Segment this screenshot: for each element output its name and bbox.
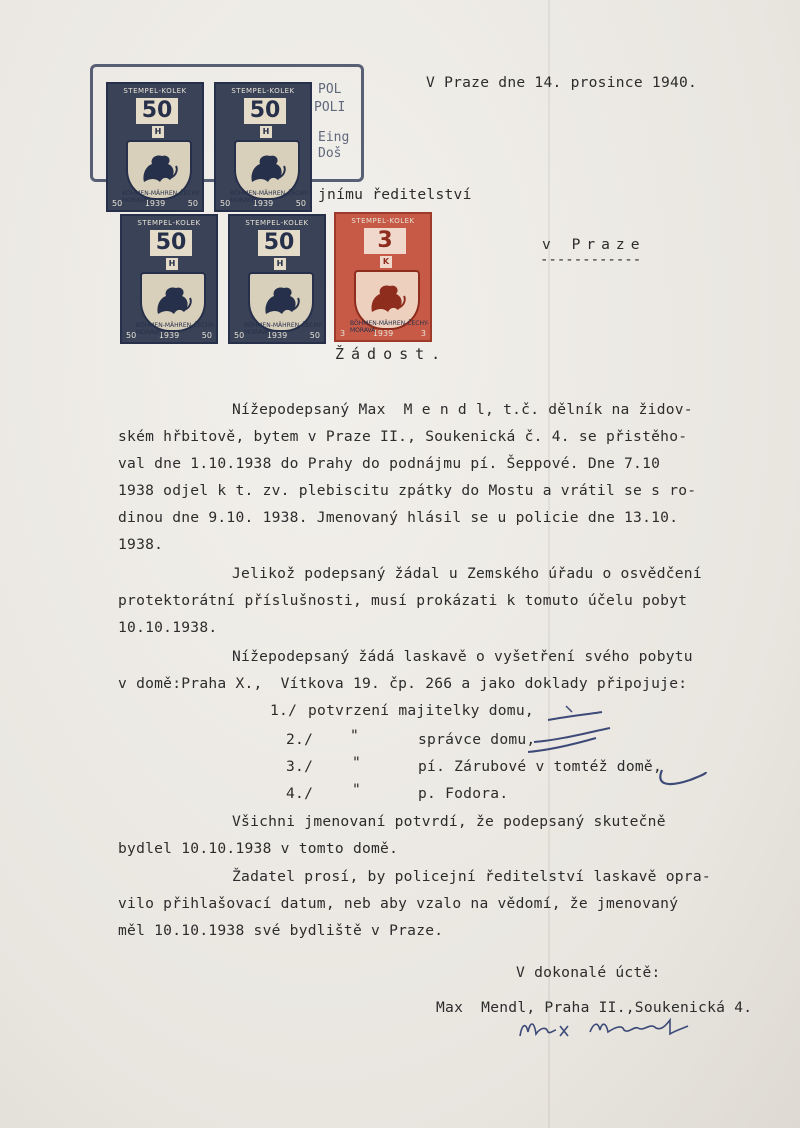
list-item-2-number: 2./ [286, 731, 314, 748]
list-item-3-number: 3./ [286, 758, 314, 775]
stamp-corner-value: 50 [126, 331, 137, 340]
stamp-header: STEMPEL-KOLEK [351, 217, 415, 225]
stamp-header: STEMPEL-KOLEK [137, 219, 201, 227]
body2-line-5: měl 10.10.1938 své bydliště v Praze. [118, 922, 444, 939]
stamp-value: 50 [244, 98, 286, 124]
list-item-1-text: potvrzení majitelky domu, [308, 702, 534, 719]
stamp-corner-value: 50 [187, 199, 198, 208]
stamp-unit: H [274, 258, 286, 270]
list-item-3-text: pí. Zárubové v tomtéž domě, [418, 758, 662, 775]
rubber-stamp-text-2: POLI [314, 100, 346, 115]
rubber-stamp-text-1: POL [318, 82, 342, 97]
stamp-corner-value: 3 [340, 329, 346, 338]
addressee-underline: ------------ [540, 252, 642, 268]
list-item-2-text: správce domu, [418, 731, 536, 748]
stamp-value: 3 [364, 228, 406, 254]
stamp-unit: H [152, 126, 164, 138]
body2-line-3: Žadatel prosí, by policejní ředitelství laskavě opra- [232, 868, 711, 885]
body2-line-2: bydlel 10.10.1938 v tomto domě. [118, 840, 399, 857]
stamp-unit: H [260, 126, 272, 138]
stamp-value: 50 [150, 230, 192, 256]
stamp-country-band: BÖHMEN-MÄHREN-ČECHY-MORAVA [244, 322, 324, 336]
list-item-3-ditto: " [352, 754, 362, 771]
list-item-4-ditto: " [352, 781, 362, 798]
body-line-4: 1938 odjel k t. zv. plebiscitu zpátky do Mostu a vrátil se s ro- [118, 482, 697, 499]
stamp-unit: K [380, 256, 392, 268]
stamp-corner-value: 3 [420, 329, 426, 338]
stamp-year: 1939 [158, 331, 180, 340]
body-line-6: 1938. [118, 536, 164, 553]
addressee-line-1: jnímu ředitelství [318, 186, 472, 203]
body-line-7: Jelikož podepsaný žádal u Zemského úřadu o osvědčení [232, 565, 702, 582]
stamp-header: STEMPEL-KOLEK [245, 219, 309, 227]
stamp-value: 50 [258, 230, 300, 256]
body2-line-1: Všichni jmenovaní potvrdí, že podepsaný skutečně [232, 813, 666, 830]
stamp-country-band: BÖHMEN-MÄHREN-ČECHY-MORAVA [122, 190, 202, 204]
body-line-1: Nížepodepsaný Max M e n d l, t.č. dělník na židov- [232, 401, 693, 418]
body-line-5: dinou dne 9.10. 1938. Jmenovaný hlásil se u policie dne 13.10. [118, 509, 679, 526]
list-item-1-number: 1./ [270, 702, 298, 719]
body-line-3: val dne 1.10.1938 do Prahy do podnájmu pí. Šeppové. Dne 7.10 [118, 455, 661, 472]
stamp-corner-value: 50 [112, 199, 123, 208]
stamp-corner-value: 50 [295, 199, 306, 208]
body-line-11: v domě:Praha X., Vítkova 19. čp. 266 a jako doklady připojuje: [118, 675, 688, 692]
stamp-corner-value: 50 [201, 331, 212, 340]
stamp-year: 1939 [144, 199, 166, 208]
stamp-country-band: BÖHMEN-MÄHREN-ČECHY-MORAVA [136, 322, 216, 336]
body-line-10: Nížepodepsaný žádá laskavě o vyšetření svého pobytu [232, 648, 693, 665]
stamp-year: 1939 [266, 331, 288, 340]
stamp-corner-value: 50 [234, 331, 245, 340]
handwritten-signature [520, 1020, 688, 1036]
stamp-header: STEMPEL-KOLEK [123, 87, 187, 95]
document-title: Žádost. [335, 345, 448, 363]
body-line-2: ském hřbitově, bytem v Praze II., Soukenická č. 4. se přistěho- [118, 428, 688, 445]
stamp-year: 1939 [372, 329, 394, 338]
stamp-corner-value: 50 [309, 331, 320, 340]
list-item-2-ditto: " [350, 727, 360, 744]
stamp-corner-value: 50 [220, 199, 231, 208]
list-item-4-text: p. Fodora. [418, 785, 509, 802]
stamp-country-band: BÖHMEN-MÄHREN-ČECHY-MORAVA [230, 190, 310, 204]
body-line-8: protektorátní příslušnosti, musí prokázati k tomuto účelu pobyt [118, 592, 688, 609]
rubber-stamp-text-3: Eing [318, 130, 350, 145]
closing-line: V dokonalé úctě: [516, 964, 661, 981]
list-item-4-number: 4./ [286, 785, 314, 802]
date-line: V Praze dne 14. prosince 1940. [426, 74, 698, 91]
body2-line-4: vilo přihlašovací datum, neb aby vzalo na vědomí, že jmenovaný [118, 895, 679, 912]
sender-line: Max Mendl, Praha II.,Soukenická 4. [436, 999, 753, 1016]
stamp-country-band: BÖHMEN-MÄHREN-ČECHY-MORAVA [350, 320, 430, 334]
rubber-stamp-text-4: Doš [318, 146, 342, 161]
stamp-year: 1939 [252, 199, 274, 208]
stamp-unit: H [166, 258, 178, 270]
body-line-9: 10.10.1938. [118, 619, 218, 636]
stamp-value: 50 [136, 98, 178, 124]
stamp-header: STEMPEL-KOLEK [231, 87, 295, 95]
addressee-line-2: v Praze [542, 236, 646, 253]
